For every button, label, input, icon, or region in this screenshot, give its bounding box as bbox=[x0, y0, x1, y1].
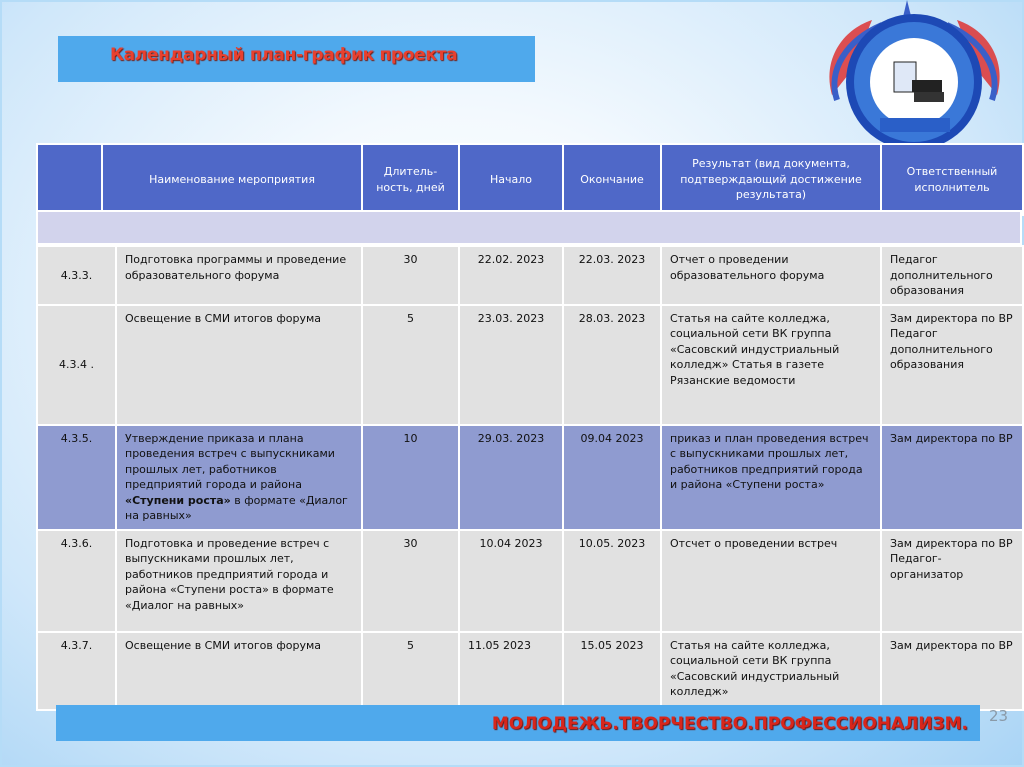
result-document: приказ и план проведения встреч с выпускниками прошлых лет, работников предприятий города и района «Ступени роста» bbox=[661, 425, 881, 530]
header-start: Начало bbox=[459, 144, 563, 215]
event-name: Освещение в СМИ итогов форума bbox=[116, 632, 362, 710]
college-logo-emblem bbox=[812, 0, 1017, 143]
header-result: Результат (вид документа, подтверждающий достижение результата) bbox=[661, 144, 881, 215]
row-number: 4.3.3. bbox=[37, 246, 116, 305]
duration-days: 30 bbox=[362, 530, 459, 632]
end-date: 15.05 2023 bbox=[563, 632, 661, 710]
duration-days: 10 bbox=[362, 425, 459, 530]
responsible-person: Зам директора по ВР Педагог дополнительного образования bbox=[881, 305, 1023, 425]
header-end: Окончание bbox=[563, 144, 661, 215]
duration-days: 5 bbox=[362, 305, 459, 425]
footer-slogan: МОЛОДЕЖЬ.ТВОРЧЕСТВО.ПРОФЕССИОНАЛИЗМ. bbox=[491, 714, 968, 734]
header-duration: Длитель-ность, дней bbox=[362, 144, 459, 215]
table-row bbox=[37, 246, 1023, 305]
result-document: Отсчет о проведении встреч bbox=[661, 530, 881, 632]
schedule-table-body bbox=[36, 245, 1024, 711]
table-spacer-row bbox=[36, 210, 1022, 245]
event-name-part: Утверждение приказа и плана проведения встреч с выпускниками прошлых лет, работников предприятий города и района bbox=[125, 431, 335, 491]
responsible-person: Зам директора по ВР bbox=[881, 632, 1023, 710]
start-date: 11.05 2023 bbox=[459, 632, 563, 710]
duration-days: 5 bbox=[362, 632, 459, 710]
table-row bbox=[37, 530, 1023, 632]
duration-days: 30 bbox=[362, 246, 459, 305]
title-banner bbox=[58, 36, 535, 82]
start-date: 10.04 2023 bbox=[459, 530, 563, 632]
responsible-person: Зам директора по ВР bbox=[881, 425, 1023, 530]
event-name: Подготовка и проведение встреч с выпускниками прошлых лет, работников предприятий города и района «Ступени роста» в формате «Диалог на равных» bbox=[116, 530, 362, 632]
event-name: Освещение в СМИ итогов форума bbox=[116, 305, 362, 425]
event-name bbox=[116, 425, 362, 530]
schedule-table-header bbox=[36, 143, 1024, 216]
result-document: Отчет о проведении образовательного форума bbox=[661, 246, 881, 305]
event-name-part: в формате «Диалог на равных» bbox=[125, 493, 348, 522]
header-row bbox=[37, 144, 1023, 215]
row-number: 4.3.6. bbox=[37, 530, 116, 632]
end-date: 09.04 2023 bbox=[563, 425, 661, 530]
page-number: 23 bbox=[989, 707, 1009, 725]
end-date: 10.05. 2023 bbox=[563, 530, 661, 632]
spacer-cell bbox=[37, 211, 1021, 244]
event-name-bold: «Ступени роста» bbox=[125, 493, 231, 507]
footer-banner bbox=[56, 705, 980, 741]
header-event-name: Наименование мероприятия bbox=[102, 144, 362, 215]
row-number: 4.3.7. bbox=[37, 632, 116, 710]
result-document: Статья на сайте колледжа, социальной сети ВК группа «Сасовский индустриальный колледж» bbox=[661, 632, 881, 710]
header-responsible: Ответственный исполнитель bbox=[881, 144, 1023, 215]
event-name: Подготовка программы и проведение образовательного форума bbox=[116, 246, 362, 305]
start-date: 23.03. 2023 bbox=[459, 305, 563, 425]
row-number: 4.3.4 . bbox=[37, 305, 116, 425]
end-date: 28.03. 2023 bbox=[563, 305, 661, 425]
result-document: Статья на сайте колледжа, социальной сети ВК группа «Сасовский индустриальный колледж» Статья в газете Рязанские ведомости bbox=[661, 305, 881, 425]
table-row bbox=[37, 632, 1023, 710]
responsible-person: Зам директора по ВР Педагог-организатор bbox=[881, 530, 1023, 632]
start-date: 29.03. 2023 bbox=[459, 425, 563, 530]
start-date: 22.02. 2023 bbox=[459, 246, 563, 305]
table-row bbox=[37, 305, 1023, 425]
table-row-highlighted bbox=[37, 425, 1023, 530]
slide-title: Календарный план-график проекта bbox=[110, 45, 458, 65]
header-number bbox=[37, 144, 102, 215]
end-date: 22.03. 2023 bbox=[563, 246, 661, 305]
responsible-person: Педагог дополнительного образования bbox=[881, 246, 1023, 305]
row-number: 4.3.5. bbox=[37, 425, 116, 530]
